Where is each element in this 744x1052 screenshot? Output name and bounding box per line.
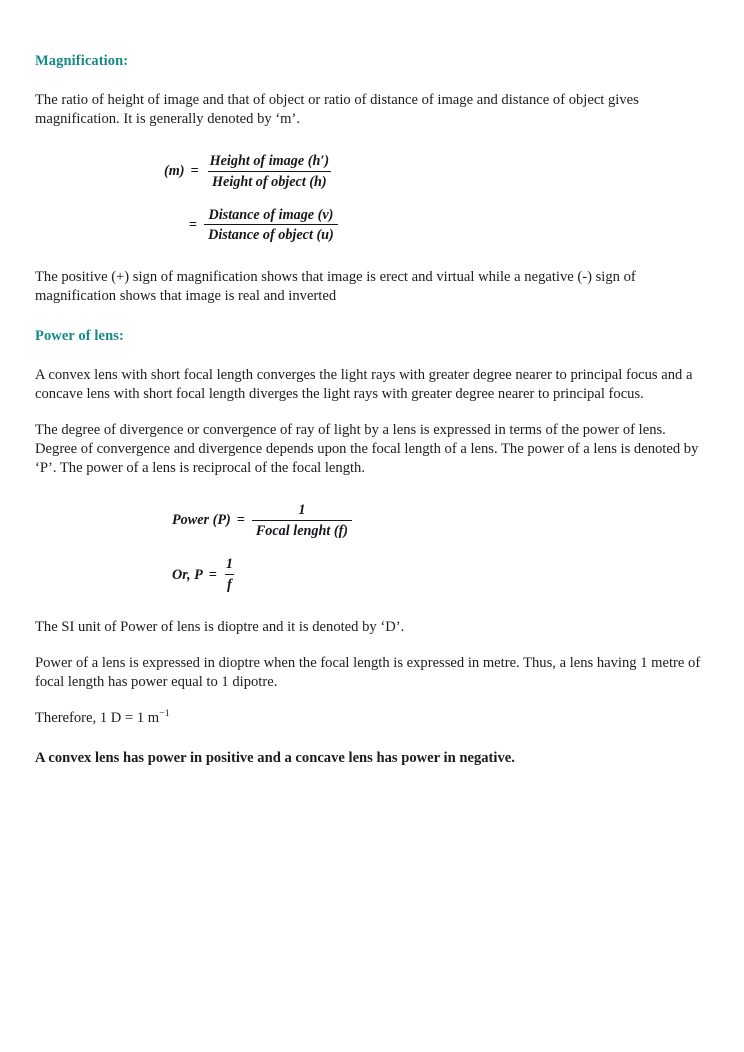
formula-magnification-equals-2: =: [189, 216, 198, 233]
paragraph-magnification-sign: The positive (+) sign of magnification shows that image is erect and virtual while a negative (-) sign of magnification shows that image is real and inverted: [35, 269, 636, 305]
exponent-minus-one: −1: [159, 708, 170, 720]
formula-magnification: [164, 153, 709, 244]
formula-power-line-1: [172, 502, 709, 540]
fraction-denominator: Height of object (h): [208, 171, 331, 191]
fraction-numerator: 1: [225, 556, 233, 573]
formula-power-equals: =: [236, 512, 245, 529]
paragraph-dioptre-metre: Power of a lens is expressed in dioptre when the focal length is expressed in metre. Thus, a lens having 1 metre of focal length has power equal to 1 dipotre.: [35, 654, 701, 690]
formula-magnification-line-2: [189, 207, 709, 245]
paragraph-therefore-unit: [35, 709, 709, 728]
heading-magnification: Magnification:: [35, 53, 129, 69]
fraction-denominator: f: [225, 574, 234, 594]
paragraph-conclusion: A convex lens has power in positive and a concave lens has power in negative.: [35, 749, 515, 766]
spacer: [35, 692, 709, 709]
fraction-denominator: Distance of object (u): [204, 224, 338, 244]
fraction-distance-ratio: [204, 207, 338, 245]
paragraph-magnification-definition: The ratio of height of image and that of object or ratio of distance of image and distance of object gives magnification. It is generally denoted by ‘m’.: [35, 92, 639, 128]
formula-power-lhs-2: Or, P: [172, 566, 203, 583]
spacer: [35, 70, 709, 91]
paragraph-convex-concave: A convex lens with short focal length converges the light rays with greater degree nearer to principal focus and a concave lens with short focal length diverges the light rays with greater degree nearer to principal focus.: [35, 367, 693, 403]
spacer: [35, 637, 709, 654]
spacer: [35, 478, 709, 502]
formula-power-lhs: Power (P): [172, 512, 231, 529]
spacer: [35, 306, 709, 327]
spacer: [35, 594, 709, 618]
spacer: [35, 129, 709, 153]
heading-power-of-lens: Power of lens:: [35, 328, 124, 344]
fraction-numerator: Distance of image (v): [208, 206, 334, 223]
fraction-denominator: Focal lenght (f): [252, 520, 352, 540]
formula-power-equals-2: =: [208, 566, 217, 583]
fraction-numerator: Height of image (h′): [209, 153, 330, 170]
spacer: [35, 404, 709, 421]
fraction-numerator: 1: [298, 501, 306, 518]
spacer: [172, 539, 709, 556]
spacer: [164, 191, 709, 207]
fraction-power-focal-length: [252, 502, 352, 540]
spacer: [35, 244, 709, 268]
paragraph-degree-of-divergence: The degree of divergence or convergence of ray of light by a lens is expressed in terms of the power of lens. Degree of convergence and divergence depends upon the focal length of a lens. The power of a lens is denoted by ‘P’. The power of a lens is reciprocal of the focal length.: [35, 422, 699, 476]
formula-power-line-2: [172, 556, 709, 594]
formula-magnification-equals: =: [190, 163, 199, 180]
document-content: [35, 52, 709, 768]
formula-magnification-lhs: (m): [164, 163, 185, 180]
fraction-height-ratio: [206, 153, 333, 191]
spacer: [35, 728, 709, 749]
spacer: [35, 345, 709, 366]
therefore-text: Therefore, 1 D = 1 m: [35, 709, 160, 726]
fraction-one-over-f: [224, 556, 235, 594]
paragraph-si-unit: The SI unit of Power of lens is dioptre and it is denoted by ‘D’.: [35, 618, 405, 635]
formula-power: [172, 502, 709, 594]
formula-magnification-line-1: [164, 153, 709, 191]
